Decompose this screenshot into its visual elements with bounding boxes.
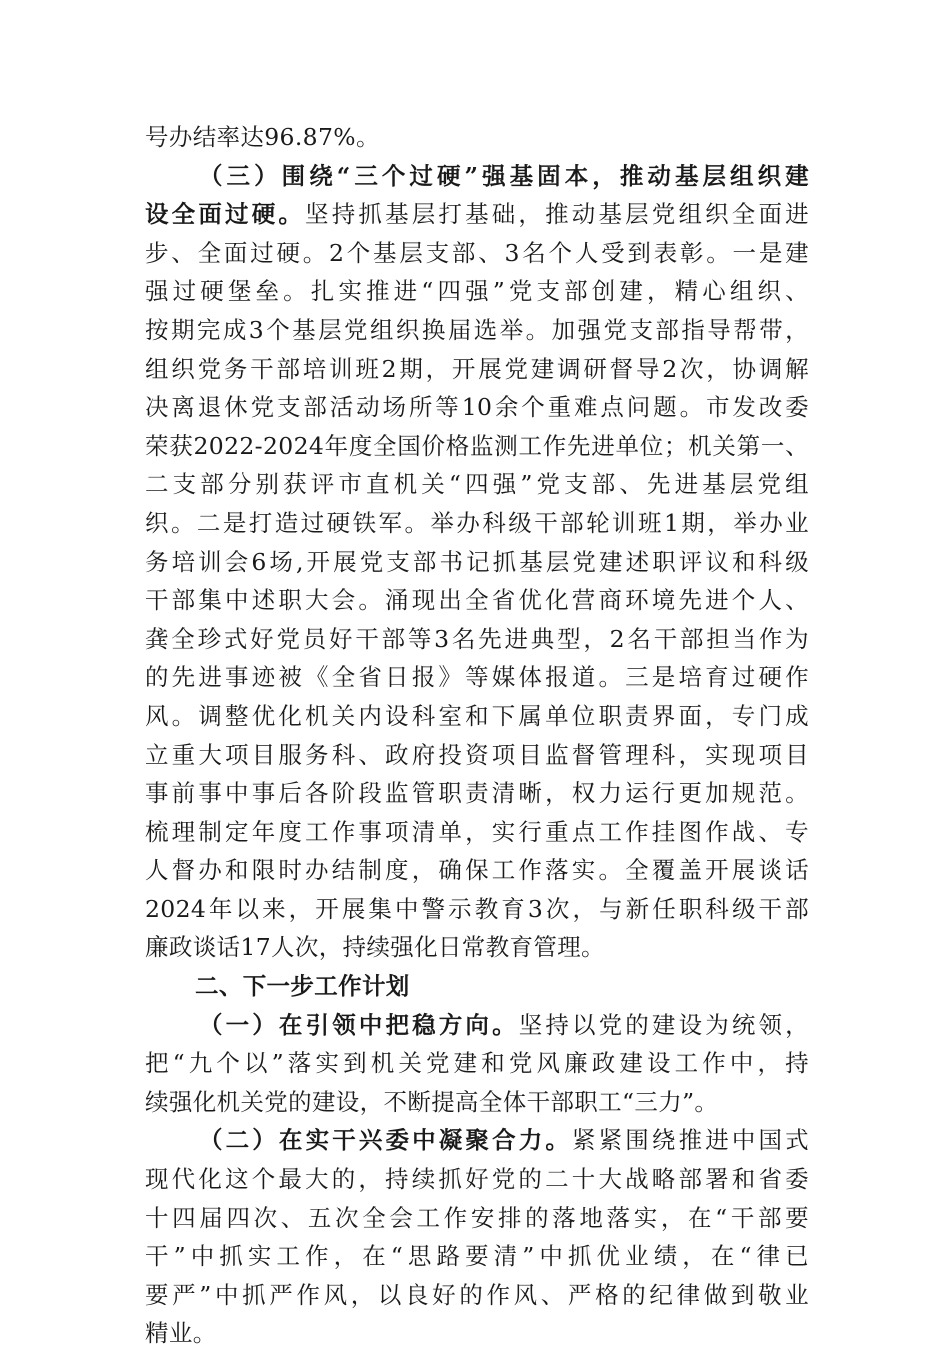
section-heading-next-steps: 二、下一步工作计划 (195, 972, 410, 1001)
text-line: 精业。 (145, 1319, 217, 1348)
text-line: 强过硬堡垒。扎实推进“四强”党支部创建，精心组织、 (145, 277, 809, 306)
text-line: 干”中抓实工作，在“思路要清”中抓优业绩，在“律已 (145, 1242, 809, 1271)
text-line (145, 1006, 809, 1045)
text-line: 按期完成3个基层党组织换届选举。加强党支部指导帮带， (145, 315, 809, 344)
text-line: 步、全面过硬。2个基层支部、3名个人受到表彰。一是建 (145, 238, 809, 267)
text-line: 龚全珍式好党员好干部等3名先进典型，2名干部担当作为 (145, 624, 809, 653)
text-line: 把“九个以”落实到机关党建和党风廉政建设工作中，持 (145, 1049, 809, 1078)
text-line: 风。调整优化机关内设科室和下属单位职责界面，专门成 (145, 701, 809, 730)
text-line: 事前事中事后各阶段监管职责清晰，权力运行更加规范。 (145, 779, 809, 808)
subsection-1-heading: （一）在引领中把稳方向。 (199, 1010, 519, 1039)
text-line: 干部集中述职大会。涌现出全省优化营商环境先进个人、 (145, 586, 809, 615)
section-3-heading-tail: 设全面过硬。 (145, 200, 306, 229)
text-span: 坚持以党的建设为统领， (518, 1010, 809, 1039)
text-line: 立重大项目服务科、政府投资项目监督管理科，实现项目 (145, 740, 809, 769)
text-line: 荣获2022-2024年度全国价格监测工作先进单位；机关第一、 (145, 431, 809, 460)
text-line: 号办结率达96.87%。 (145, 123, 380, 151)
text-line (145, 195, 809, 234)
text-line: 人督办和限时办结制度，确保工作落实。全覆盖开展谈话 (145, 856, 809, 885)
text-span: 紧紧围绕推进中国式 (572, 1126, 809, 1155)
text-span: 坚持抓基层打基础，推动基层党组织全面进 (305, 200, 809, 229)
text-line: 二支部分别获评市直机关“四强”党支部、先进基层党组 (145, 470, 809, 499)
text-line: 十四届四次、五次全会工作安排的落地落实，在“干部要 (145, 1203, 809, 1232)
document-body (145, 118, 809, 1353)
text-line: 续强化机关党的建设，不断提高全体干部职工“三力”。 (145, 1087, 719, 1116)
text-line: 2024年以来，开展集中警示教育3次，与新任职科级干部 (145, 894, 809, 923)
text-line: 的先进事迹被《全省日报》等媒体报道。三是培育过硬作 (145, 663, 809, 692)
text-line: 织。二是打造过硬铁军。举办科级干部轮训班1期，举办业 (145, 508, 809, 537)
text-line: 决离退休党支部活动场所等10余个重难点问题。市发改委 (145, 393, 809, 422)
text-line (145, 1121, 809, 1160)
text-line: 现代化这个最大的，持续抓好党的二十大战略部署和省委 (145, 1165, 809, 1194)
text-line: 组织党务干部培训班2期，开展党建调研督导2次，协调解 (145, 354, 809, 383)
section-3-heading-line: （三）围绕“三个过硬”强基固本，推动基层组织建 (199, 161, 809, 190)
subsection-2-heading: （二）在实干兴委中凝聚合力。 (199, 1126, 572, 1155)
text-line: 务培训会6场,开展党支部书记抓基层党建述职评议和科级 (145, 547, 809, 576)
text-line: 廉政谈话17人次，持续强化日常教育管理。 (145, 933, 605, 962)
text-line: 要严”中抓严作风，以良好的作风、严格的纪律做到敬业 (145, 1280, 809, 1309)
text-line: 梳理制定年度工作事项清单，实行重点工作挂图作战、专 (145, 817, 809, 846)
